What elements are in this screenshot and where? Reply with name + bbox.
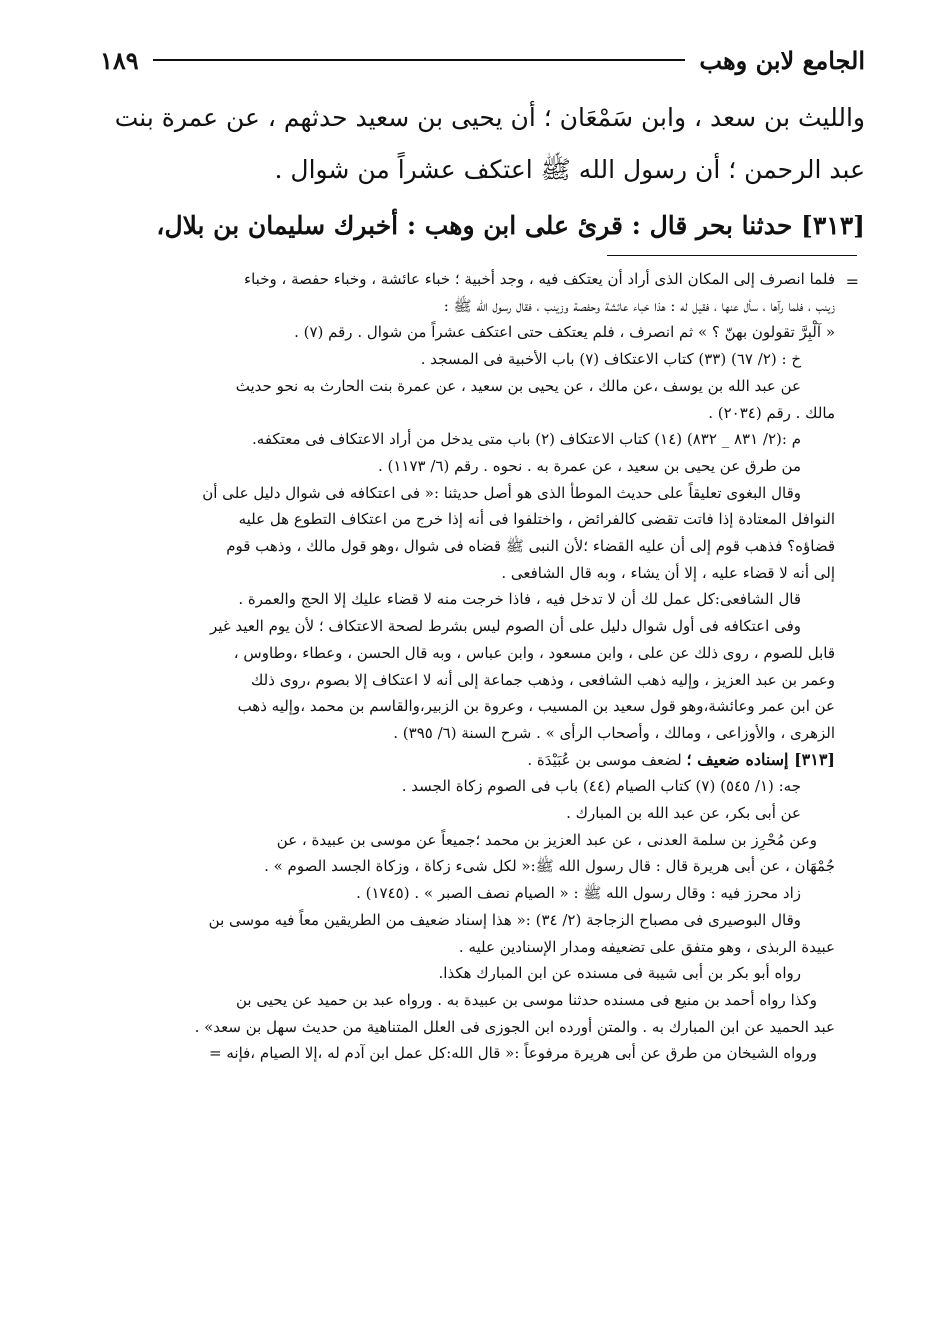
footnote-line: جه: (١/ ٥٤٥) (٧) كتاب الصيام (٤٤) باب فى الصوم زكاة الجسد . [401,777,801,796]
footnote-313-line [98,747,835,774]
footnote-line: عبد الحميد عن ابن المبارك به . والمتن أورده ابن الجوزى فى العلل المتناهية من حديث سهل بن سعد» . [194,1017,835,1036]
footnote-line: ورواه الشيخان من طرق عن أبى هريرة مرفوعاً :« قال الله:كل عمل ابن آدم له ،إلا الصيام ،فإنه = [209,1044,817,1063]
footnote-line: قضاؤه؟ فذهب قوم إلى أن عليه القضاء ؛لأن النبى ﷺ قضاه فى شوال ،وهو قول مالك ، وذهب قوم [226,537,835,556]
footnote-line: إلى أنه لا قضاء عليه ، إلا أن يشاء ، وبه قال الشافعى . [501,563,835,582]
footnote-line: وقال البوصيرى فى مصباح الزجاجة (٢/ ٣٤) :« هذا إسناد ضعيف من الطريقين معاً فيه موسى بن [208,910,801,929]
footnote-line: النوافل المعتادة إذا فاتت تقضى كالفرائض ، واختلفوا فى أنه إذا خرج من اعتكاف التطوع هل عليه [238,510,835,529]
footnote-line: خ : (٢/ ٦٧) (٣٣) كتاب الاعتكاف (٧) باب الأخبية فى المسجد . [420,350,801,369]
footnote-line: الزهرى ، والأوزاعى ، ومالك ، وأصحاب الرأى » . شرح السنة (٦/ ٣٩٥) . [393,723,835,742]
footnote-line: عبيدة الربذى ، وهو متفق على تضعيفه ومدار الإسنادين عليه . [458,937,835,956]
footnote-line: « آلْبِرَّ تقولون بهنّ ؟ » ثم انصرف ، فلم يعتكف حتى اعتكف عشراً من شوال . رقم (٧) . [294,323,835,342]
main-line: والليث بن سعد ، وابن سَمْعَان ؛ أن يحيى بن سعيد حدثهم ، عن عمرة بنت [114,103,865,132]
footnote-line: عن أبى بكر، عن عبد الله بن المبارك . [566,804,801,823]
main-line: عبد الرحمن ؛ أن رسول الله ﷺ اعتكف عشراً من شوال . [274,155,865,184]
page-header [100,40,865,80]
continuation-mark: = [845,272,859,291]
footnote-line: زينب ، فلما رآها ، سأل عنها ، فقيل له : هذا خباء عائشة وحفصة وزينب ، فقال رسول الله ﷺ : [443,296,835,315]
main-text [100,92,865,252]
footnote-divider [607,255,857,256]
footnote-line: من طرق عن يحيى بن سعيد ، عن عمرة به . نحوه . رقم (٦/ ١١٧٣) . [377,456,801,475]
footnotes [98,266,835,1067]
running-title: الجامع لابن وهب [699,45,865,75]
footnote-line: فلما انصرف إلى المكان الذى أراد أن يعتكف فيه ، وجد أخبية ؛ خباء عائشة ، وخباء حفصة ، وخباء [244,270,835,288]
header-rule [153,59,686,61]
footnote-line: عن عبد الله بن يوسف ،عن مالك ، عن يحيى بن سعيد ، عن عمرة بنت الحارث به نحو حديث [235,376,801,395]
footnote-line: وعن مُحْرِز بن سلمة العدنى ، عن عبد العزيز بن محمد ؛جميعاً عن موسى بن عبيدة ، عن [276,830,817,849]
page-number: ١٨٩ [100,45,139,75]
footnote-line: رواه أبو بكر بن أبى شيبة فى مسنده عن ابن المبارك هكذا. [438,964,801,983]
footnote-line: وقال البغوى تعليقاً على حديث الموطأ الذى هو أصل حديثنا :« فى اعتكافه فى شوال دليل على أن [202,483,801,502]
footnote-313-label: [٣١٣] إسناده ضعيف ؛ [686,749,835,769]
footnote-line: مالك . رقم (٢٠٣٤) . [708,403,835,422]
footnote-line: لضعف موسى بن عُبَيْدَة . [527,750,682,769]
footnote-line: وعمر بن عبد العزيز ، وإليه ذهب الشافعى ، وذهب جماعة إلى أنه لا اعتكاف إلا بصوم ،روى ذلك [251,670,835,689]
footnote-line: قابل للصوم ، روى ذلك عن على ، وابن مسعود ، وابن عباس ، وبه قال الحسن ، وعطاء ،وطاوس ، [233,643,835,662]
hadith-313-heading: [٣١٣] حدثنا بحر قال : قرئ على ابن وهب : أخبرك سليمان بن بلال، [156,211,865,240]
footnote-line: جُمْهَان ، عن أبى هريرة قال : قال رسول الله ﷺ:« لكل شىء زكاة ، وزكاة الجسد الصوم » . [264,857,835,876]
footnote-line: زاد محرز فيه : وقال رسول الله ﷺ : « الصيام نصف الصبر » . (١٧٤٥) . [356,884,801,903]
footnote-line: قال الشافعى:كل عمل لك أن لا تدخل فيه ، فاذا خرجت منه لا قضاء عليك إلا الحج والعمرة . [238,590,801,609]
footnote-line: وكذا رواه أحمد بن منيع فى مسنده حدثنا موسى بن عبيدة به . ورواه عبد بن حميد عن يحيى بن [235,990,817,1009]
footnote-line: م :(٢/ ٨٣١ _ ٨٣٢) (١٤) كتاب الاعتكاف (٢) باب متى يدخل من أراد الاعتكاف فى معتكفه. [252,430,801,449]
footnote-line: وفى اعتكافه فى أول شوال دليل على أن الصوم ليس بشرط لصحة الاعتكاف ؛ لأن يوم العيد غير [210,617,801,636]
footnote-line: عن ابن عمر وعائشة،وهو قول سعيد بن المسيب ، وعروة بن الزبير،والقاسم بن محمد ،وإليه ذهب [237,697,835,716]
